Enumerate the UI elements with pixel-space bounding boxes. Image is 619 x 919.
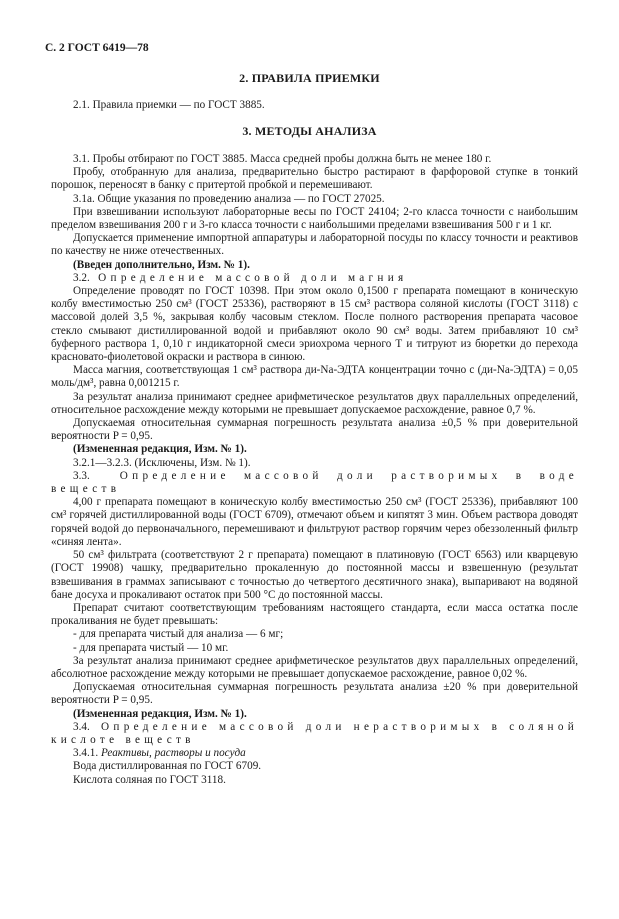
paragraph-3-4-1-a: Вода дистиллированная по ГОСТ 6709.	[73, 760, 262, 773]
amendment-note-2: (Измененная редакция, Изм. № 1).	[73, 443, 247, 456]
paragraph-3-3-a: 4,00 г препарата помещают в коническую колбу вместимостью 250 см³ (ГОСТ 25336), прибавляют 100 см³ горячей дистиллированной воды (ГОСТ 6709), отмечают объем и кипятят 3 мин. Объем раствора доводят горячей водой до первоначального, перемешивают и фильтруют раствор горячим через обеззоленный фильтр «синяя лента».	[51, 496, 578, 548]
heading-3-4-1	[51, 747, 578, 760]
paragraph-3-1a: 3.1а. Общие указания по проведению анализа — по ГОСТ 27025.	[73, 192, 385, 205]
heading-3-4-1-title: Реактивы, растворы и посуда	[100, 747, 246, 760]
paragraph-3-3-d: За результат анализа принимают среднее арифметическое результатов двух параллельных определений, абсолютное расхождение между которыми не превышает допускаемое расхождение, равное 0,02 %.	[51, 654, 578, 680]
heading-3-3-number: 3.3.	[73, 469, 90, 482]
paragraph-3-3-e: Допускаемая относительная суммарная погрешность результата анализа ±20 % при доверительной вероятности P = 0,95.	[51, 681, 578, 707]
heading-3-3-title: Определение массовой доли растворимых в воде веществ	[51, 469, 578, 496]
section-3-title: 3. МЕТОДЫ АНАЛИЗА	[242, 124, 377, 138]
heading-3-2	[51, 272, 578, 285]
heading-3-3	[51, 470, 578, 496]
list-item-analytical-grade: - для препарата чистый для анализа — 6 мг;	[73, 628, 284, 641]
section-3-body	[51, 153, 578, 787]
paragraph-3-2-a: Определение проводят по ГОСТ 10398. При этом около 0,1500 г препарата помещают в коническую колбу вместимостью 250 см³ (ГОСТ 25336), растворяют в 15 см³ раствора соляной кислоты (ГОСТ 3118) с массовой долей 3,5 %, закрывая колбу часовым стеклом. После полного растворения препарата часовое стекло смывают дистиллированной водой и прибавляют около 90 см³ воды. Затем прибавляют 10 см³ буферного раствора 1, 0,10 г индикаторной смеси эриохрома черного Т и титруют из бюретки до перехода красновато-фиолетовой окраски и раствора в синюю.	[51, 285, 578, 364]
paragraph-3-2-b: Масса магния, соответствующая 1 см³ раствора ди-Na-ЭДТА концентрации точно с (ди-Na-ЭДТА) = 0,05 моль/дм³, равна 0,001215 г.	[51, 364, 578, 390]
page-header: С. 2 ГОСТ 6419—78	[45, 42, 149, 54]
paragraph-3-2-1: 3.2.1—3.2.3. (Исключены, Изм. № 1).	[73, 456, 251, 469]
paragraph-3-1-b: Пробу, отобранную для анализа, предварительно быстро растирают в фарфоровой ступке в тонкий порошок, переносят в банку с притертой пробкой и перемешивают.	[51, 166, 578, 192]
section-2-body	[51, 99, 578, 112]
heading-3-4-title: Определение массовой доли нерастворимых в соляной кислоте веществ	[51, 720, 579, 746]
amendment-note-3: (Измененная редакция, Изм. № 1).	[73, 707, 247, 720]
heading-3-4-1-number: 3.4.1.	[73, 747, 99, 760]
section-2-title: 2. ПРАВИЛА ПРИЕМКИ	[239, 71, 380, 85]
paragraph-3-3-b: 50 см³ фильтрата (соответствуют 2 г препарата) помещают в платиновую (ГОСТ 6563) или кварцевую (ГОСТ 19908) чашку, предварительно прокаленную до постоянной массы и взвешенную (результат взвешивания в граммах записывают с точностью до четвертого десятичного знака), выпаривают на водяной бане досуха и прокаливают остаток при 500 °С до постоянной массы.	[51, 549, 578, 601]
heading-3-4	[51, 721, 578, 747]
list-item-pure-grade: - для препарата чистый — 10 мг.	[73, 641, 229, 654]
heading-3-4-number: 3.4.	[73, 720, 90, 733]
paragraph-2-1: 2.1. Правила приемки — по ГОСТ 3885.	[73, 99, 265, 111]
paragraph-3-2-c: За результат анализа принимают среднее арифметическое результатов двух параллельных определений, относительное расхождение между которыми не превышает допускаемое расхождение, равное 0,7 %.	[51, 390, 578, 416]
amendment-note-1: (Введен дополнительно, Изм. № 1).	[73, 258, 250, 271]
paragraph-3-1a-b: При взвешивании используют лабораторные весы по ГОСТ 24104; 2-го класса точности с наибольшим пределом взвешивания 200 г и 3-го класса точности с наибольшими пределами взвешивания 500 г и 1 кг.	[51, 205, 578, 232]
heading-3-2-number: 3.2.	[73, 271, 90, 284]
paragraph-3-1: 3.1. Пробы отбирают по ГОСТ 3885. Масса средней пробы должна быть не менее 180 г.	[73, 153, 492, 165]
paragraph-3-1a-c: Допускается применение импортной аппаратуры и лабораторной посуды по классу точности и реактивов по качеству не ниже отечественных.	[51, 232, 578, 258]
paragraph-3-3-c: Препарат считают соответствующим требованиям настоящего стандарта, если масса остатка после прокаливания не будет превышать:	[51, 601, 578, 628]
heading-3-2-title: Определение массовой доли магния	[98, 271, 408, 284]
paragraph-3-2-d: Допускаемая относительная суммарная погрешность результата анализа ±0,5 % при доверительной вероятности P = 0,95.	[51, 417, 578, 443]
paragraph-3-4-1-b: Кислота соляная по ГОСТ 3118.	[73, 773, 226, 786]
